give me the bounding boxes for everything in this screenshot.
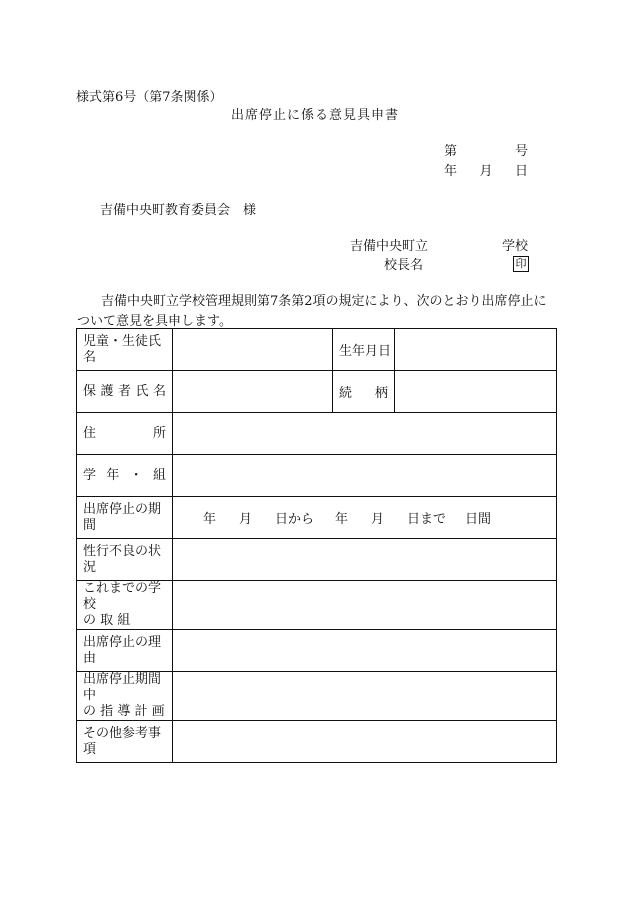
table-row [77,672,557,721]
school-suffix: 学校 [501,239,528,254]
guardian-char: 氏 [135,383,149,399]
sender-principal [384,254,530,273]
guardian-char: 護 [100,383,114,399]
table-row [77,455,557,497]
doc-no-suffix: 号 [514,144,528,159]
sender-school [350,235,528,254]
efforts-char: 組 [117,613,131,628]
guardian-name-field[interactable] [173,371,333,413]
table-row [77,539,557,581]
table-row [77,581,557,630]
grade-char: ・ [129,467,143,483]
guardian-char: 名 [152,383,166,399]
period-text [173,508,556,527]
period-year-end: 年 [335,512,349,527]
misconduct-field[interactable] [173,539,557,581]
relationship-field[interactable] [395,371,557,413]
guidance-char: 画 [151,704,165,719]
birthdate-field[interactable] [395,329,557,371]
relationship-label [333,371,395,413]
date-month: 月 [479,164,493,179]
grade-char: 学 [83,467,97,483]
other-notes-label: その他参考事項 [77,721,173,763]
period-field[interactable] [173,497,557,539]
guidance-char: 指 [100,704,114,719]
guidance-plan-label [77,672,173,721]
table-row [77,329,557,371]
reason-label: 出席停止の理由 [77,630,173,672]
grade-char: 組 [152,467,166,483]
period-day-end: 日まで [407,512,447,527]
table-row [77,721,557,763]
address-label [77,413,173,455]
school-efforts-field[interactable] [173,581,557,630]
birthdate-label: 生年月日 [333,329,395,371]
date-year: 年 [444,164,458,179]
school-efforts-line1: これまでの学校 [83,581,162,612]
student-name-field[interactable] [173,329,333,371]
table-row [77,371,557,413]
period-year-start: 年 [203,512,217,527]
body-paragraph: 吉備中央町立学校管理規則第7条第2項の規定により、次のとおり出席停止について意見を具申します。 [77,294,547,329]
guidance-line1: 出席停止期間中 [83,672,162,703]
period-label: 出席停止の期間 [77,497,173,539]
relationship-char: 続 [339,386,353,401]
period-month-start: 月 [239,512,253,527]
grade-char: 年 [106,467,120,483]
guidance-plan-field[interactable] [173,672,557,721]
guardian-char: 保 [83,383,97,399]
table-row [77,413,557,455]
misconduct-label: 性行不良の状況 [77,539,173,581]
school-efforts-label [77,581,173,630]
grade-class-field[interactable] [173,455,557,497]
form-number: 様式第6号（第7条関係） [76,90,223,105]
addressee: 吉備中央町教育委員会 様 [100,203,257,218]
address-field[interactable] [173,413,557,455]
school-prefix: 吉備中央町立 [350,239,429,254]
address-char: 住 [83,425,97,441]
period-days: 日間 [465,512,492,527]
period-month-end: 月 [371,512,385,527]
document-title: 出席停止に係る意見具申書 [230,108,399,123]
application-table [76,328,557,763]
efforts-char: の [83,613,97,628]
reason-field[interactable] [173,630,557,672]
guidance-char: の [83,704,97,719]
doc-no-prefix: 第 [444,144,458,159]
relationship-char: 柄 [374,386,388,401]
principal-label: 校長名 [384,258,424,273]
guidance-char: 計 [134,704,148,719]
table-row [77,630,557,672]
guardian-char: 者 [117,383,131,399]
period-day-start: 日から [275,512,315,527]
seal-mark: 印 [513,256,529,272]
document-number [444,140,528,159]
guidance-char: 導 [117,704,131,719]
table-row [77,497,557,539]
guardian-name-label [77,371,173,413]
efforts-char: 取 [100,613,114,628]
student-name-label: 児童・生徒氏名 [77,329,173,371]
address-char: 所 [152,425,166,441]
document-date [444,160,528,179]
other-notes-field[interactable] [173,721,557,763]
date-day: 日 [514,164,528,179]
grade-class-label [77,455,173,497]
